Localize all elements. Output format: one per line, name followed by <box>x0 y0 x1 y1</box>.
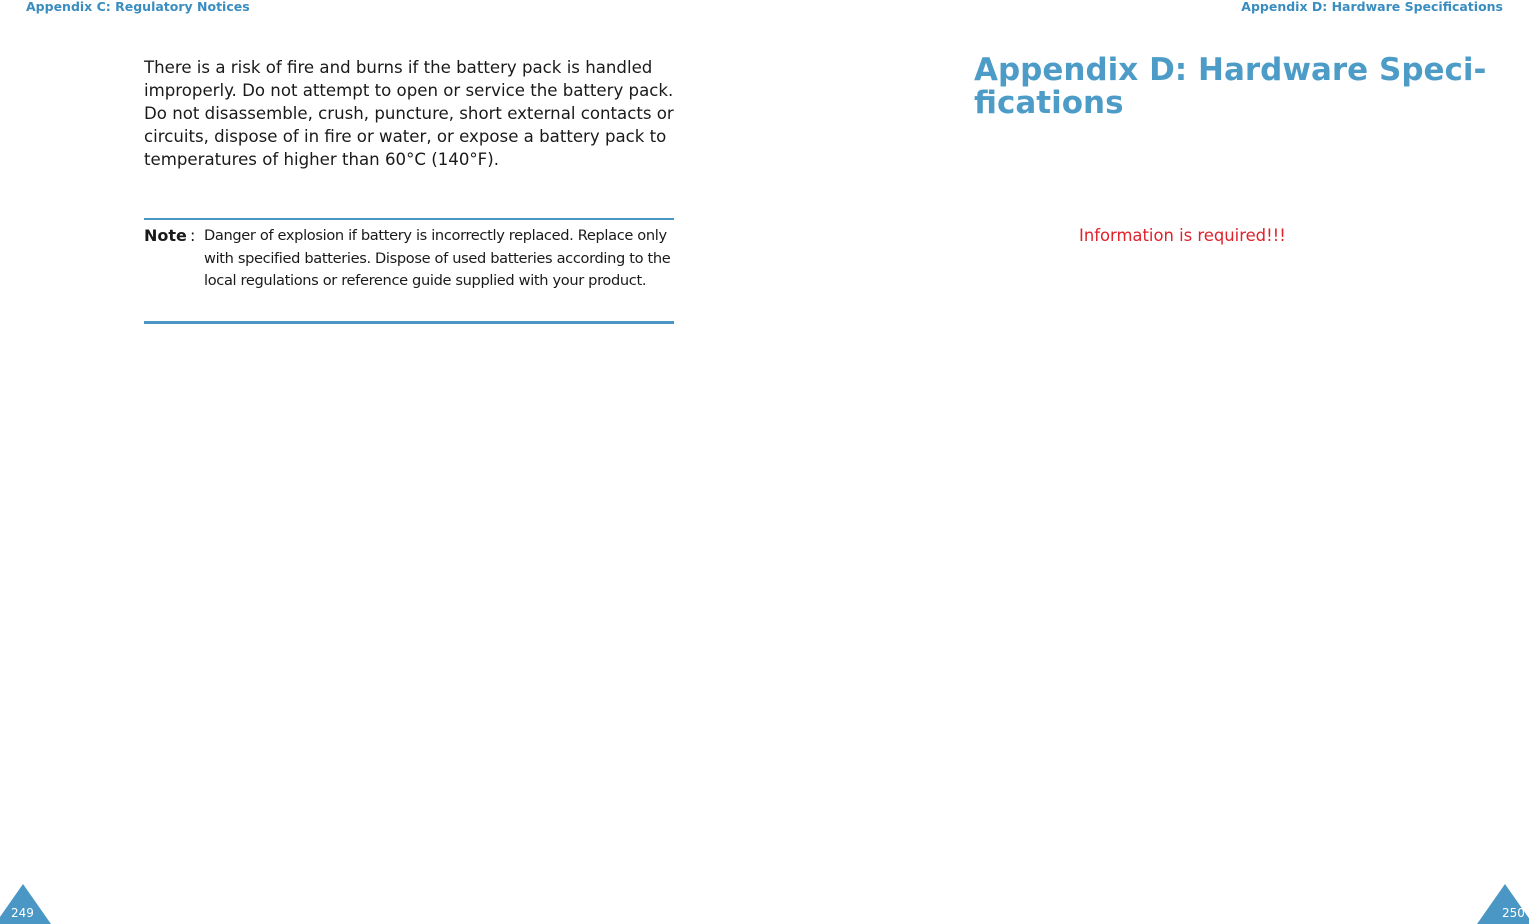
note-label: Note <box>144 226 187 245</box>
page-number-left: 249 <box>11 906 34 920</box>
running-head-left: Appendix C: Regulatory Notices <box>26 0 250 14</box>
battery-warning-paragraph: There is a risk of fire and burns if the battery pack is handled improperly. Do not attempt to open or service the battery pack. Do not disassemble, crush, puncture, short external contacts or circuits, dispose of in fire or water, or expose a battery pack to temperatures of higher than 60°C (140°F). <box>144 58 674 169</box>
note-colon: : <box>190 226 196 245</box>
page-marker-left <box>0 884 51 924</box>
chapter-title-line-1: Appendix D: Hardware Speci- <box>974 52 1487 88</box>
placeholder-notice: Information is required!!! <box>1079 226 1286 245</box>
note-text: Danger of explosion if battery is incorrectly replaced. Replace only with specified batteries. Dispose of used batteries according to the local regulations or reference guide supplied with your product. <box>204 227 671 289</box>
page-number-right: 250 <box>1502 906 1525 920</box>
running-head-right: Appendix D: Hardware Specifications <box>1241 0 1503 14</box>
chapter-title <box>974 54 1514 120</box>
note-block <box>144 218 674 324</box>
page-marker-right <box>1477 884 1529 924</box>
chapter-title-line-2: fications <box>974 85 1124 121</box>
